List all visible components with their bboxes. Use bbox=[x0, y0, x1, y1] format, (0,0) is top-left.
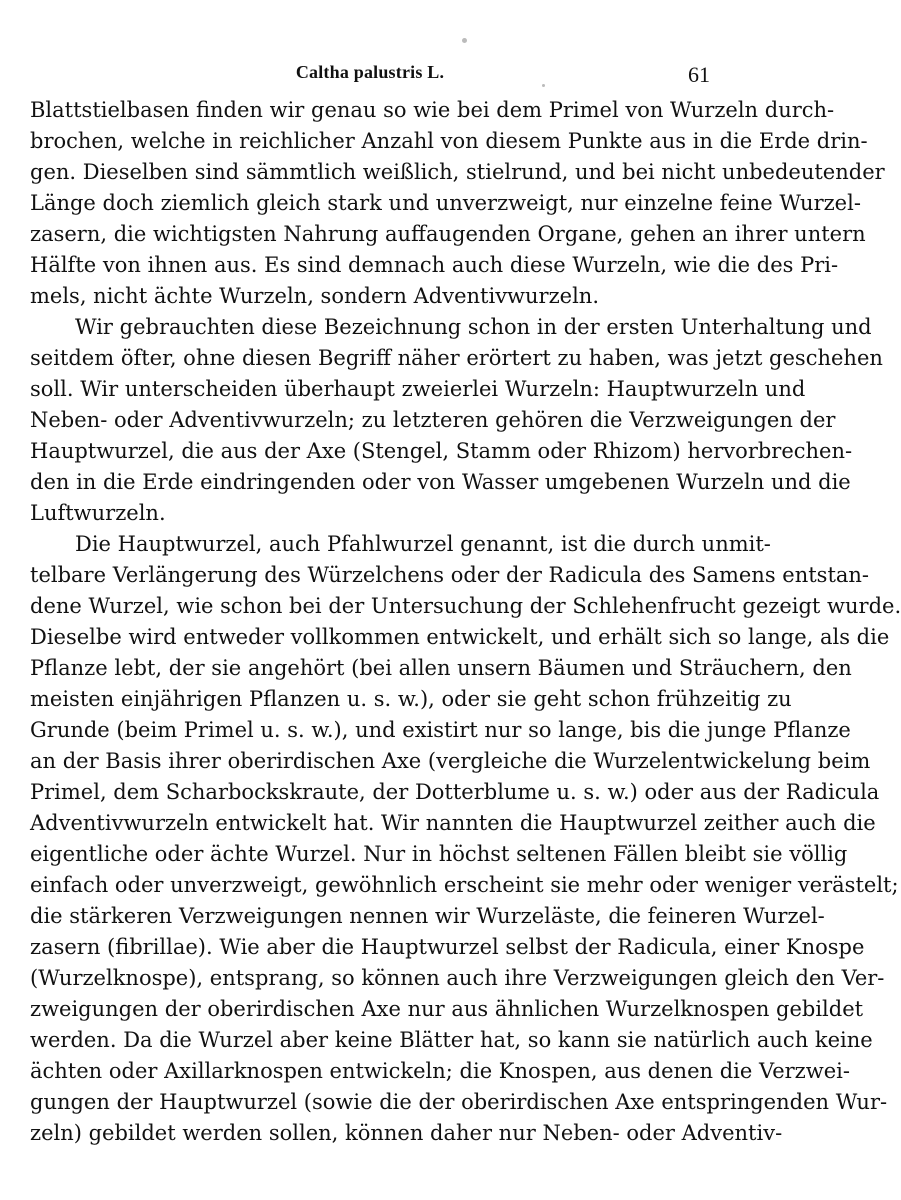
text-line: den in die Erde eindringenden oder von Wasser umgebenen Wurzeln und die bbox=[30, 470, 851, 494]
text-line: meisten einjährigen Pflanzen u. s. w.), oder sie geht schon frühzeitig zu bbox=[30, 687, 792, 711]
text-line: Pflanze lebt, der sie angehört (bei allen unsern Bäumen und Sträuchern, den bbox=[30, 656, 852, 680]
text-line: zasern, die wichtigsten Nahrung auffaugenden Organe, gehen an ihrer untern bbox=[30, 222, 866, 246]
text-line: (Wurzelknospe), entsprang, so können auch ihre Verzweigungen gleich den Ver- bbox=[30, 966, 885, 990]
text-line: soll. Wir unterscheiden überhaupt zweierlei Wurzeln: Hauptwurzeln und bbox=[30, 377, 806, 401]
text-line: werden. Da die Wurzel aber keine Blätter hat, so kann sie natürlich auch keine bbox=[30, 1028, 873, 1052]
text-line: zeln) gebildet werden sollen, können daher nur Neben- oder Adventiv- bbox=[30, 1121, 783, 1145]
text-line: Hälfte von ihnen aus. Es sind demnach auch diese Wurzeln, wie die des Pri- bbox=[30, 253, 839, 277]
text-line: dene Wurzel, wie schon bei der Untersuchung der Schlehenfrucht gezeigt wurde. bbox=[30, 594, 901, 618]
text-line: seitdem öfter, ohne diesen Begriff näher erörtert zu haben, was jetzt geschehen bbox=[30, 346, 883, 370]
text-line: an der Basis ihrer oberirdischen Axe (vergleiche die Wurzelentwickelung beim bbox=[30, 749, 871, 773]
text-line: Wir gebrauchten diese Bezeichnung schon in der ersten Unterhaltung und bbox=[75, 315, 872, 339]
text-line: Grunde (beim Primel u. s. w.), und existirt nur so lange, bis die junge Pflanze bbox=[30, 718, 851, 742]
text-line: eigentliche oder ächte Wurzel. Nur in höchst seltenen Fällen bleibt sie völlig bbox=[30, 842, 848, 866]
text-line: mels, nicht ächte Wurzeln, sondern Adventivwurzeln. bbox=[30, 284, 599, 308]
text-line: gen. Dieselben sind sämmtlich weißlich, stielrund, und bei nicht unbedeutender bbox=[30, 160, 885, 184]
text-line: Hauptwurzel, die aus der Axe (Stengel, Stamm oder Rhizom) hervorbrechen- bbox=[30, 439, 853, 463]
page-header bbox=[30, 62, 710, 94]
text-line: Luftwurzeln. bbox=[30, 501, 166, 525]
page-number: 61 bbox=[688, 62, 710, 87]
body-text bbox=[30, 95, 901, 1149]
text-line: telbare Verlängerung des Würzelchens oder der Radicula des Samens entstan- bbox=[30, 563, 870, 587]
text-line: zweigungen der oberirdischen Axe nur aus ähnlichen Wurzelknospen gebildet bbox=[30, 997, 864, 1021]
running-head: Caltha palustris L. bbox=[295, 62, 445, 82]
text-line: Primel, dem Scharbockskraute, der Dotterblume u. s. w.) oder aus der Radicula bbox=[30, 780, 880, 804]
text-line: gungen der Hauptwurzel (sowie die der oberirdischen Axe entspringenden Wur- bbox=[30, 1090, 888, 1114]
text-line: Dieselbe wird entweder vollkommen entwickelt, und erhält sich so lange, als die bbox=[30, 625, 890, 649]
text-line: Adventivwurzeln entwickelt hat. Wir nannten die Hauptwurzel zeither auch die bbox=[30, 811, 876, 835]
text-line: die stärkeren Verzweigungen nennen wir Wurzeläste, die feineren Wurzel- bbox=[30, 904, 825, 928]
text-line: Länge doch ziemlich gleich stark und unverzweigt, nur einzelne feine Wurzel- bbox=[30, 191, 861, 215]
paragraph bbox=[30, 312, 883, 529]
paragraph bbox=[30, 95, 885, 312]
text-line: brochen, welche in reichlicher Anzahl von diesem Punkte aus in die Erde drin- bbox=[30, 129, 868, 153]
text-line: Die Hauptwurzel, auch Pfahlwurzel genannt, ist die durch unmit- bbox=[75, 532, 771, 556]
text-line: zasern (fibrillae). Wie aber die Hauptwurzel selbst der Radicula, einer Knospe bbox=[30, 935, 865, 959]
text-line: ächten oder Axillarknospen entwickeln; die Knospen, aus denen die Verzwei- bbox=[30, 1059, 850, 1083]
ink-speck bbox=[462, 38, 467, 43]
paragraph bbox=[30, 529, 901, 1149]
text-line: Neben- oder Adventivwurzeln; zu letzteren gehören die Verzweigungen der bbox=[30, 408, 836, 432]
text-line: einfach oder unverzweigt, gewöhnlich erscheint sie mehr oder weniger verästelt; bbox=[30, 873, 899, 897]
text-line: Blattstielbasen finden wir genau so wie bei dem Primel von Wurzeln durch- bbox=[30, 98, 835, 122]
